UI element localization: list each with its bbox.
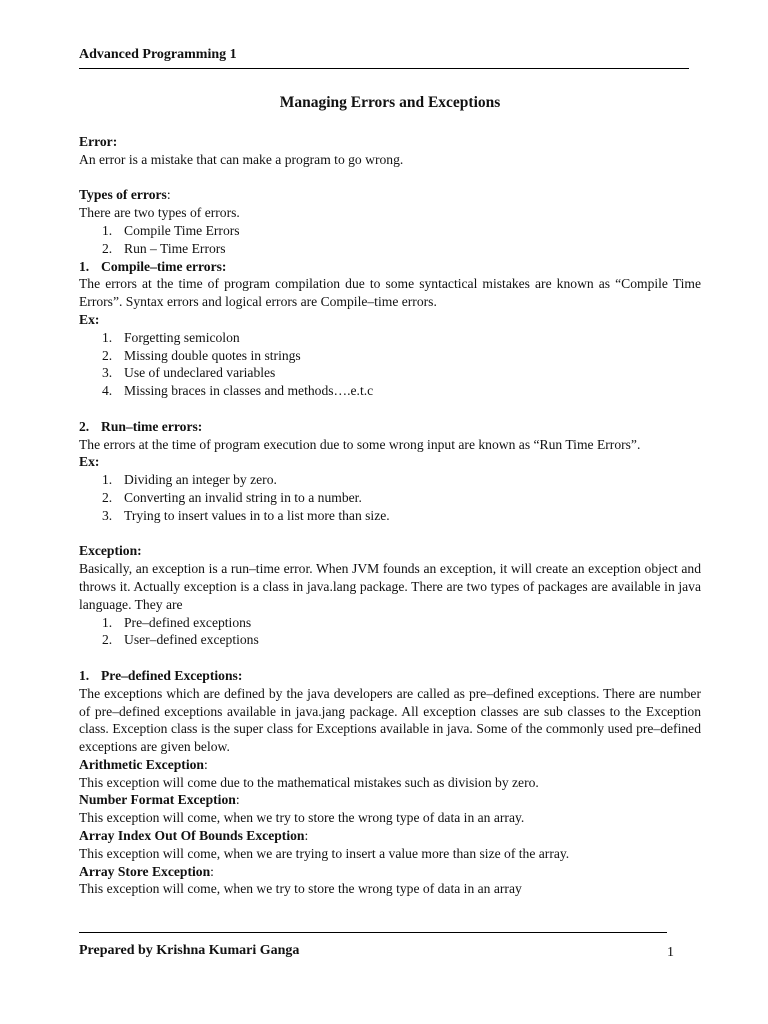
exception-types-list (79, 614, 701, 650)
exception-entry-name (79, 827, 701, 845)
list-item-text: Compile Time Errors (124, 222, 240, 238)
error-heading: Error: (79, 134, 118, 149)
list-item (79, 507, 701, 525)
exception-entry-desc: This exception will come, when we try to store the wrong type of data in an array (79, 881, 522, 897)
list-item (79, 240, 701, 258)
types-heading-colon: : (166, 187, 171, 203)
list-item (79, 489, 701, 507)
exception-name-colon: : (235, 792, 240, 808)
list-item (79, 471, 701, 489)
exception-text: Basically, an exception is a run–time error. When JVM founds an exception, it will create an exception object and throws it. Actually exception is a class in java.lang package. There are two types of packages are available in java language. They are (79, 561, 701, 612)
list-item-number: 1. (102, 614, 113, 630)
footer-rule (79, 932, 667, 933)
list-item-text: Forgetting semicolon (124, 329, 240, 345)
runtime-heading (79, 418, 701, 436)
list-item-text: Pre–defined exceptions (124, 614, 252, 630)
exception-entry-desc: This exception will come, when we are trying to insert a value more than size of the array. (79, 845, 570, 861)
types-heading-label: Types of errors (79, 187, 167, 203)
list-item-number: 3. (102, 365, 113, 381)
exception-entry-desc: This exception will come due to the mathematical mistakes such as division by zero. (79, 774, 539, 790)
list-item-number: 1. (102, 472, 113, 488)
runtime-examples-list (79, 471, 701, 524)
page-number: 1 (667, 945, 674, 960)
exception-name-colon: : (210, 863, 214, 879)
runtime-ex-label: Ex: (79, 454, 100, 470)
header-rule (79, 68, 689, 69)
document-body (79, 133, 701, 898)
compile-heading (79, 258, 701, 276)
list-item (79, 364, 701, 382)
predefined-heading (79, 667, 701, 685)
list-item (79, 347, 701, 365)
exception-name: Array Index Out Of Bounds Exception (79, 828, 305, 844)
list-item (79, 222, 701, 240)
list-item-number: 4. (102, 383, 113, 399)
list-item-number: 2. (102, 489, 113, 505)
header-title: Advanced Programming 1 (79, 47, 237, 62)
section-number: 1. (79, 667, 90, 683)
compile-examples-list (79, 329, 701, 400)
compile-text: The errors at the time of program compilation due to some syntactical mistakes are known as “Compile Time Errors”. Syntax errors and logical errors are Compile–time errors. (79, 276, 701, 310)
error-text: An error is a mistake that can make a program to go wrong. (79, 151, 404, 167)
exception-heading: Exception: (79, 543, 142, 559)
list-item-number: 1. (102, 222, 113, 238)
runtime-text: The errors at the time of program execution due to some wrong input are known as “Run Time Errors”. (79, 436, 641, 452)
compile-ex-label: Ex: (79, 311, 100, 327)
list-item-number: 2. (102, 632, 113, 648)
section-title: Run–time errors: (101, 418, 203, 434)
list-item (79, 631, 701, 649)
list-item (79, 382, 701, 400)
exception-entry-name (79, 756, 701, 774)
section-title: Pre–defined Exceptions: (101, 667, 243, 683)
exception-name: Number Format Exception (79, 792, 236, 808)
exception-name: Array Store Exception (79, 863, 211, 879)
document-title: Managing Errors and Exceptions (279, 94, 501, 111)
list-item-text: Missing double quotes in strings (124, 347, 301, 363)
list-item-text: Dividing an integer by zero. (124, 472, 277, 488)
types-list (79, 222, 701, 258)
exception-name-colon: : (304, 828, 309, 844)
list-item-text: User–defined exceptions (124, 632, 259, 648)
section-number: 1. (79, 258, 90, 274)
exception-entry-desc: This exception will come, when we try to store the wrong type of data in an array. (79, 810, 525, 826)
predefined-text: The exceptions which are defined by the java developers are called as pre–defined exceptions. There are number of pre–defined exceptions available in java.jang package. All exception classes are sub classes to the Exception class. Exception class is the super class for Exceptions available in java. Some of the commonly used pre–defined exceptions are given below. (79, 685, 701, 755)
list-item (79, 614, 701, 632)
list-item-text: Trying to insert values in to a list more than size. (124, 507, 390, 523)
list-item-number: 2. (102, 347, 113, 363)
footer-prepared-by: Prepared by Krishna Kumari Ganga (79, 943, 300, 958)
list-item-text: Use of undeclared variables (124, 365, 276, 381)
exception-name: Arithmetic Exception (79, 756, 204, 772)
list-item-number: 3. (102, 507, 113, 523)
section-number: 2. (79, 418, 90, 434)
list-item-text: Run – Time Errors (124, 240, 226, 256)
list-item (79, 329, 701, 347)
list-item-text: Converting an invalid string in to a number. (124, 489, 362, 505)
list-item-number: 1. (102, 329, 113, 345)
exception-entry-name (79, 791, 701, 809)
list-item-text: Missing braces in classes and methods….e.t.c (124, 383, 374, 399)
exception-name-colon: : (203, 756, 208, 772)
list-item-number: 2. (102, 240, 113, 256)
types-heading (79, 186, 701, 204)
exception-entry-name (79, 863, 701, 881)
types-intro: There are two types of errors. (79, 205, 240, 221)
section-title: Compile–time errors: (101, 258, 227, 274)
